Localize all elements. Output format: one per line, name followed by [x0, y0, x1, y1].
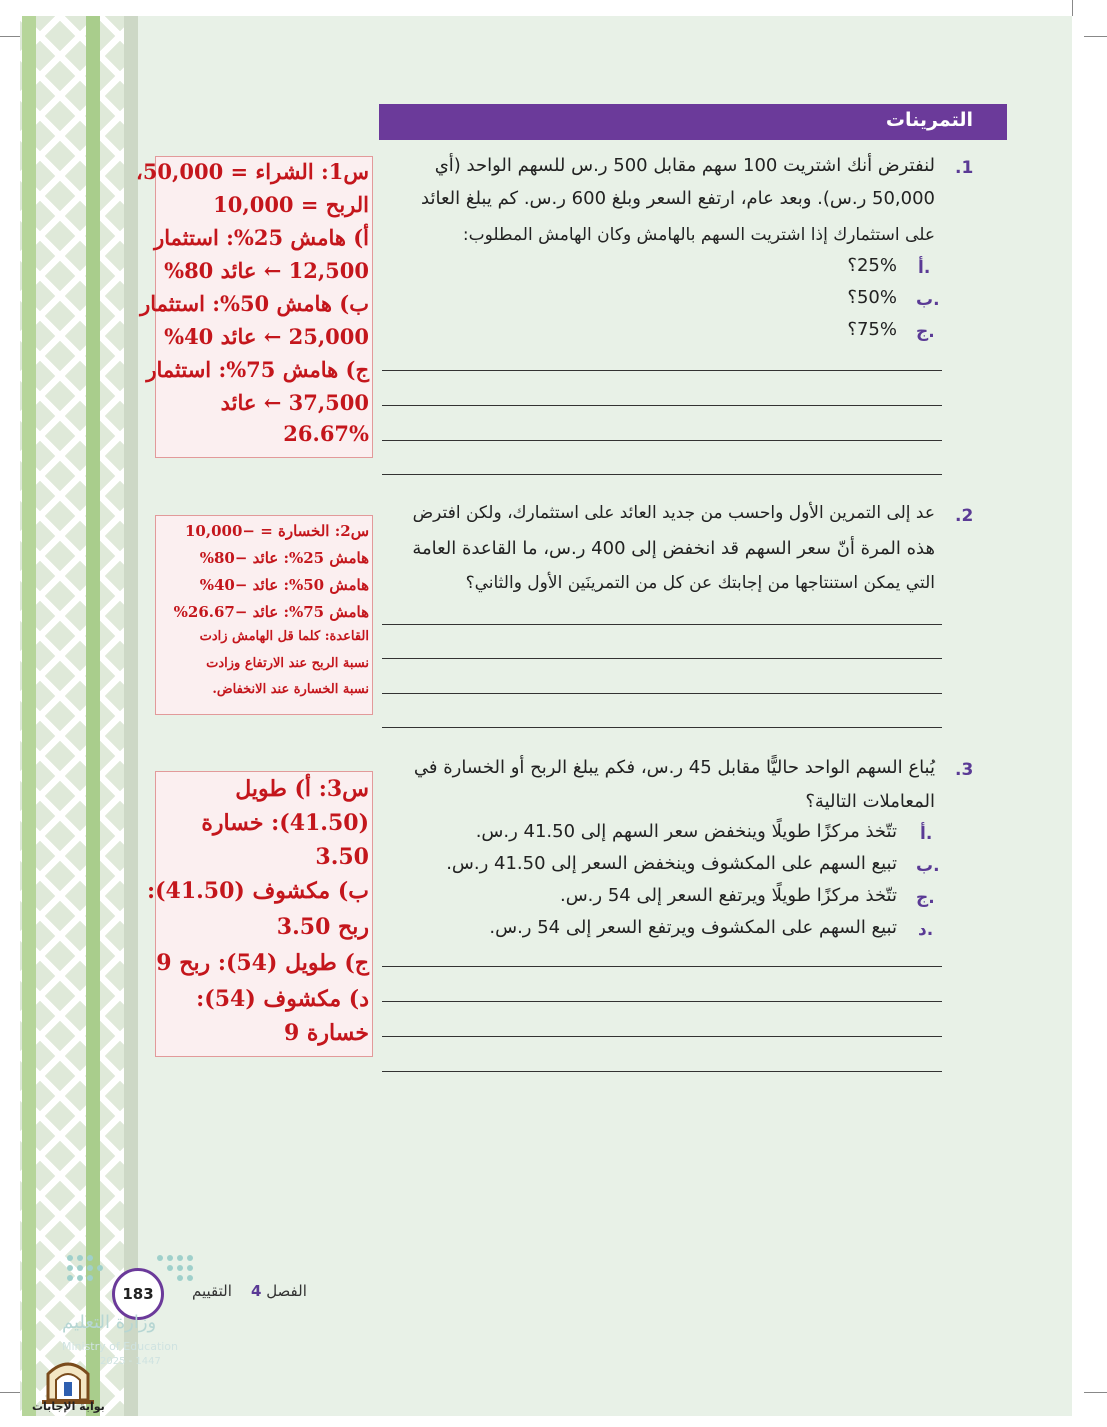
answer-line-text: الربح = 10,000 — [213, 192, 369, 217]
question-number: .3 — [955, 760, 974, 780]
answer-line-text: هامش 75%: عائد −26.67% — [173, 603, 369, 621]
answer-line — [382, 727, 942, 728]
answer-line-text: س1: الشراء = 50,000، — [136, 159, 369, 184]
decorative-stripe — [124, 16, 138, 1416]
question-text: المعاملات التالية؟ — [805, 791, 935, 812]
answer-line — [382, 370, 942, 371]
answer-line-text: ربح 3.50 — [276, 914, 369, 940]
answer-line — [382, 1036, 942, 1037]
answer-line-text: 12,500 ← عائد 80% — [164, 258, 369, 283]
option-text: تبيع السهم على المكشوف وينخفض السعر إلى 41.50 ر.س. — [446, 853, 897, 874]
answer-line — [382, 1001, 942, 1002]
answer-line-text: خسارة 9 — [283, 1020, 369, 1046]
answer-line-text: 25,000 ← عائد 40% — [164, 324, 369, 349]
answer-line — [382, 693, 942, 694]
question-text: التي يمكن استنتاجها من إجابتك عن كل من التمرينَين الأول والثاني؟ — [465, 573, 935, 593]
option-letter: ج. — [916, 888, 935, 908]
answer-line — [382, 966, 942, 967]
answer-line-text: نسبة الربح عند الارتفاع وزادت — [206, 656, 369, 671]
answer-line-text: س2: الخسارة = −10,000 — [185, 522, 369, 540]
option-letter: ب. — [916, 290, 940, 310]
option-letter: أ. — [918, 258, 931, 278]
answer-line-text: د) مكشوف (54): — [196, 986, 369, 1012]
answer-line-text: القاعدة: كلما قل الهامش زادت — [199, 629, 369, 644]
crop-mark — [0, 1392, 22, 1393]
crop-mark — [1084, 36, 1107, 37]
question-text: يُباع السهم الواحد حاليًّا مقابل 45 ر.س، فكم يبلغ الربح أو الخسارة في — [413, 757, 935, 778]
option-text: تبيع السهم على المكشوف ويرتفع السعر إلى 54 ر.س. — [489, 917, 897, 938]
answer-line-text: نسبة الخسارة عند الانخفاض. — [212, 682, 369, 697]
chapter-number: 4 — [250, 1282, 262, 1300]
answer-box-q3 — [147, 771, 373, 1057]
crop-mark — [0, 36, 22, 37]
answer-box-q2 — [155, 515, 373, 715]
option-letter: ب. — [916, 856, 940, 876]
option-text: تتّخذ مركزًا طويلًا ويرتفع السعر إلى 54 ر.س. — [559, 885, 897, 906]
option-text: 50%؟ — [847, 287, 897, 308]
option-letter: د. — [918, 920, 934, 940]
section-title: التمرينات — [885, 109, 973, 131]
page-number: 183 — [112, 1268, 164, 1320]
answer-line-text: ب) مكشوف (41.50): — [147, 878, 369, 904]
site-name: بوابة الإجابات — [32, 1400, 105, 1413]
answer-line — [382, 440, 942, 441]
answer-line — [382, 624, 942, 625]
answer-line-text: 3.50 — [315, 844, 369, 870]
ministry-year: 2025 - 1447 — [100, 1356, 161, 1367]
decorative-stripe — [22, 16, 36, 1416]
question-text: عد إلى التمرين الأول واحسب من جديد العائد على استثمارك، ولكن افترض — [412, 503, 935, 523]
option-letter: ج. — [916, 322, 935, 342]
answer-line — [382, 658, 942, 659]
answer-box-q1 — [136, 156, 373, 458]
question-number: .2 — [955, 506, 974, 526]
question-text: 50,000 ر.س). وبعد عام، ارتفع السعر وبلغ 600 ر.س. كم يبلغ العائد — [421, 188, 935, 209]
question-number: .1 — [955, 158, 974, 178]
question-text: على استثمارك إذا اشتريت السهم بالهامش وكان الهامش المطلوب: — [462, 225, 935, 245]
answer-line-text: ج) طويل (54): ربح 9 — [156, 950, 369, 976]
answer-line-text: أ) هامش 25%: استثمار — [154, 225, 369, 250]
answer-line-text: (41.50): خسارة — [201, 810, 369, 836]
option-text: 75%؟ — [847, 319, 897, 340]
question-text: لنفترض أنك اشتريت 100 سهم مقابل 500 ر.س للسهم الواحد (أي — [434, 155, 935, 176]
crop-mark — [1084, 1392, 1107, 1393]
section-header — [379, 104, 1007, 140]
chapter-label: الفصل — [266, 1282, 307, 1300]
answer-line — [382, 474, 942, 475]
question-text: هذه المرة أنّ سعر السهم قد انخفض إلى 400 ر.س، ما القاعدة العامة — [412, 538, 935, 559]
answer-line — [382, 1071, 942, 1072]
answer-line — [382, 405, 942, 406]
option-letter: أ. — [920, 824, 933, 844]
decorative-stripe — [86, 16, 100, 1416]
answer-line-text: ب) هامش 50%: استثمار — [140, 291, 369, 316]
answer-line-text: 37,500 ← عائد — [220, 390, 369, 415]
option-text: تتّخذ مركزًا طويلًا وينخفض سعر السهم إلى 41.50 ر.س. — [475, 821, 897, 842]
answer-line-text: هامش 25%: عائد −80% — [199, 549, 369, 567]
answer-line-text: ج) هامش 75%: استثمار — [146, 357, 369, 382]
answer-line-text: 26.67% — [283, 421, 369, 446]
ministry-name-en: Ministry of Education — [62, 1340, 179, 1353]
footer-chapter — [192, 1282, 307, 1300]
option-text: 25%؟ — [847, 255, 897, 276]
decorative-border — [20, 16, 138, 1416]
ministry-name: وزارة التعليم — [62, 1312, 157, 1333]
crop-mark — [1072, 0, 1073, 16]
section-name: التقييم — [192, 1282, 232, 1300]
answer-line-text: هامش 50%: عائد −40% — [199, 576, 369, 594]
answer-line-text: س3: أ) طويل — [235, 776, 369, 802]
